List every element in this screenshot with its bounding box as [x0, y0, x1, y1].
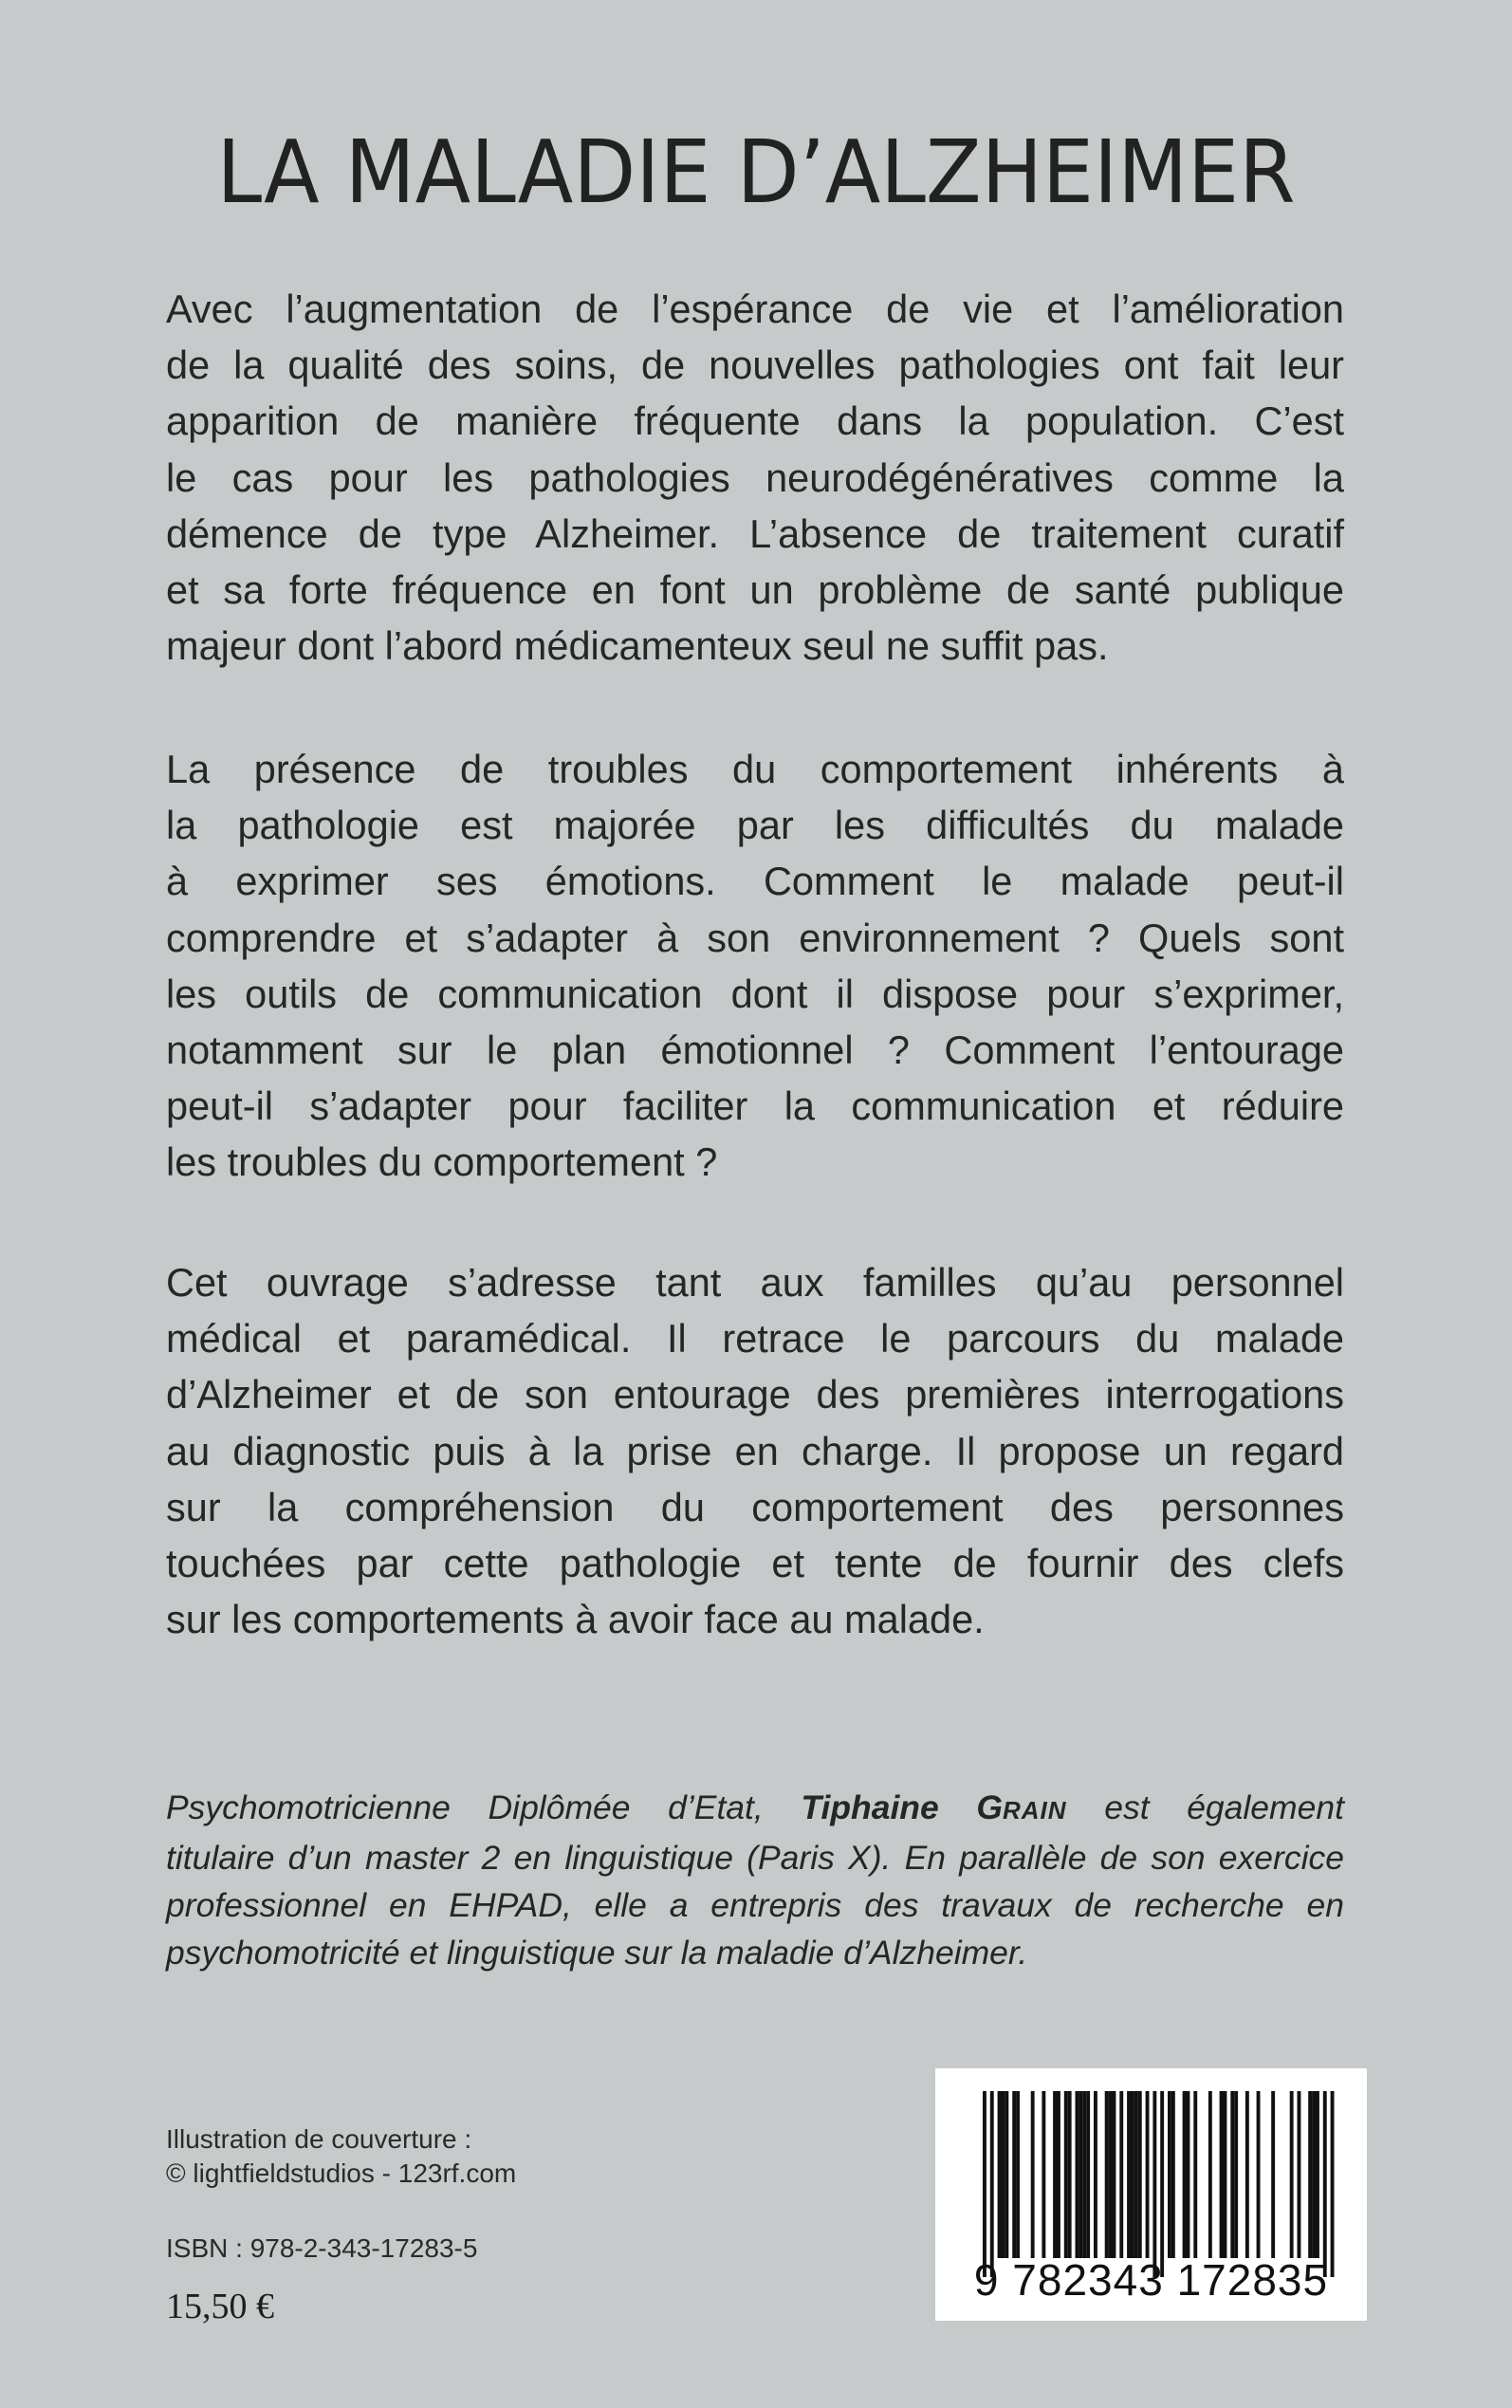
cover-credits	[166, 2122, 516, 2191]
paragraph-line: au diagnostic puis à la prise en charge. Il propose un regard	[166, 1428, 1344, 1473]
barcode-bar	[1076, 2091, 1079, 2258]
bio-line: titulaire d’un master 2 en linguistique (Paris X). En parallèle de son exercice	[166, 1839, 1344, 1877]
author-last-initial: G	[976, 1788, 1003, 1826]
barcode-bar	[1257, 2091, 1261, 2258]
barcode-bar	[1234, 2091, 1238, 2258]
paragraph-line: de la qualité des soins, de nouvelles pathologies ont fait leur	[166, 343, 1344, 388]
barcode-bar	[1031, 2091, 1035, 2258]
bio-line	[166, 1784, 1344, 1834]
barcode-bar	[1230, 2091, 1234, 2258]
barcode-digits: 9 782343 172835	[973, 2255, 1329, 2305]
paragraph-line: apparition de manière fréquente dans la population. C’est	[166, 398, 1344, 444]
barcode-bar	[1220, 2091, 1224, 2258]
barcode-bar	[1160, 2091, 1164, 2277]
barcode-bar	[1168, 2091, 1171, 2258]
barcode-bar	[1312, 2091, 1316, 2258]
barcode-bar	[1005, 2091, 1008, 2258]
barcode-bar	[1012, 2091, 1016, 2258]
paragraph-line: les troubles du comportement ?	[166, 1139, 718, 1185]
barcode-bar	[1323, 2091, 1327, 2277]
barcode	[935, 2068, 1367, 2321]
paragraph-line: la pathologie est majorée par les difficultés du malade	[166, 803, 1344, 848]
paragraph-1	[166, 281, 1344, 674]
barcode-bar	[1119, 2091, 1123, 2258]
paragraph-line: d’Alzheimer et de son entourage des premières interrogations	[166, 1372, 1344, 1417]
barcode-bar	[1086, 2091, 1090, 2258]
bio-intro-end: est également	[1104, 1788, 1344, 1826]
barcode-bar	[1105, 2091, 1109, 2258]
barcode-bar	[1131, 2091, 1134, 2258]
author-bio	[166, 1784, 1344, 1976]
isbn: ISBN : 978-2-343-17283-5	[166, 2233, 478, 2263]
author-name	[801, 1788, 1066, 1826]
paragraph-line: majeur dont l’abord médicamenteux seul ne suffit pas.	[166, 623, 1109, 669]
paragraph-line: Cet ouvrage s’adresse tant aux familles qu’au personnel	[166, 1260, 1344, 1305]
paragraph-line: à exprimer ses émotions. Comment le malade peut-il	[166, 859, 1344, 904]
barcode-bar	[1094, 2091, 1097, 2258]
barcode-bar	[1109, 2091, 1113, 2258]
paragraph-line: démence de type Alzheimer. L’absence de traitement curatif	[166, 510, 1344, 556]
barcode-bar	[1138, 2091, 1142, 2258]
barcode-bar	[1183, 2091, 1187, 2258]
barcode-bar	[1224, 2091, 1227, 2258]
paragraph-line: peut-il s’adapter pour faciliter la communication et réduire	[166, 1084, 1344, 1129]
barcode-bar	[1298, 2091, 1301, 2258]
bio-line: psychomotricité et linguistique sur la maladie d’Alzheimer.	[166, 1934, 1028, 1972]
credits-source: © lightfieldstudios - 123rf.com	[166, 2158, 517, 2188]
barcode-bar	[1068, 2091, 1072, 2258]
author-last-rest: RAIN	[1003, 1796, 1067, 1825]
barcode-bar	[1113, 2091, 1116, 2258]
barcode-bar	[1053, 2091, 1057, 2258]
paragraph-line: touchées par cette pathologie et tente de fournir des clefs	[166, 1541, 1344, 1586]
barcode-bar	[1308, 2091, 1312, 2258]
barcode-bar	[1271, 2091, 1275, 2258]
barcode-bar	[1208, 2091, 1212, 2258]
barcode-bar	[1146, 2091, 1150, 2258]
bio-line: professionnel en EHPAD, elle a entrepris des travaux de recherche en	[166, 1886, 1344, 1924]
paragraph-line: sur les comportements à avoir face au malade.	[166, 1597, 985, 1642]
barcode-bar	[1057, 2091, 1060, 2258]
barcode-bar	[1316, 2091, 1319, 2258]
price: 15,50 €	[166, 2287, 274, 2326]
paragraph-2	[166, 741, 1344, 1191]
barcode-bar	[1193, 2091, 1197, 2258]
barcode-bar	[1127, 2091, 1131, 2258]
paragraph-line: sur la compréhension du comportement des personnes	[166, 1484, 1344, 1529]
barcode-bar	[983, 2091, 986, 2277]
paragraph-line: le cas pour les pathologies neurodégénératives comme la	[166, 454, 1344, 500]
barcode-bar	[1171, 2091, 1175, 2258]
paragraph-line: les outils de communication dont il dispose pour s’exprimer,	[166, 971, 1344, 1016]
author-first-name: Tiphaine	[801, 1788, 939, 1826]
book-title: LA MALADIE D’ALZHEIMER	[216, 121, 1296, 223]
barcode-bar	[1079, 2091, 1082, 2258]
paragraph-3	[166, 1254, 1344, 1647]
barcode-bar	[1064, 2091, 1068, 2258]
barcode-bar	[1134, 2091, 1138, 2258]
barcode-bar	[1016, 2091, 1020, 2258]
bio-intro: Psychomotricienne Diplômée d’Etat,	[166, 1788, 764, 1826]
paragraph-line: Avec l’augmentation de l’espérance de vie et l’amélioration	[166, 287, 1344, 331]
barcode-bar	[1152, 2091, 1156, 2277]
barcode-bar	[998, 2091, 1002, 2258]
paragraph-line: médical et paramédical. Il retrace le parcours du malade	[166, 1316, 1344, 1361]
barcode-bar	[1290, 2091, 1294, 2258]
barcode-bar	[1245, 2091, 1249, 2258]
barcode-bar	[1002, 2091, 1005, 2258]
paragraph-line: comprendre et s’adapter à son environnement ? Quels sont	[166, 915, 1344, 960]
paragraph-line: notamment sur le plan émotionnel ? Comment l’entourage	[166, 1028, 1344, 1073]
barcode-bar	[1082, 2091, 1086, 2258]
paragraph-line: La présence de troubles du comportement inhérents à	[166, 747, 1344, 791]
paragraph-line: et sa forte fréquence en font un problème de santé publique	[166, 567, 1344, 613]
credits-label: Illustration de couverture :	[166, 2124, 472, 2154]
barcode-bar	[1331, 2091, 1335, 2277]
barcode-bar	[990, 2091, 994, 2277]
barcode-bar	[1042, 2091, 1045, 2258]
barcode-bar	[1187, 2091, 1190, 2258]
